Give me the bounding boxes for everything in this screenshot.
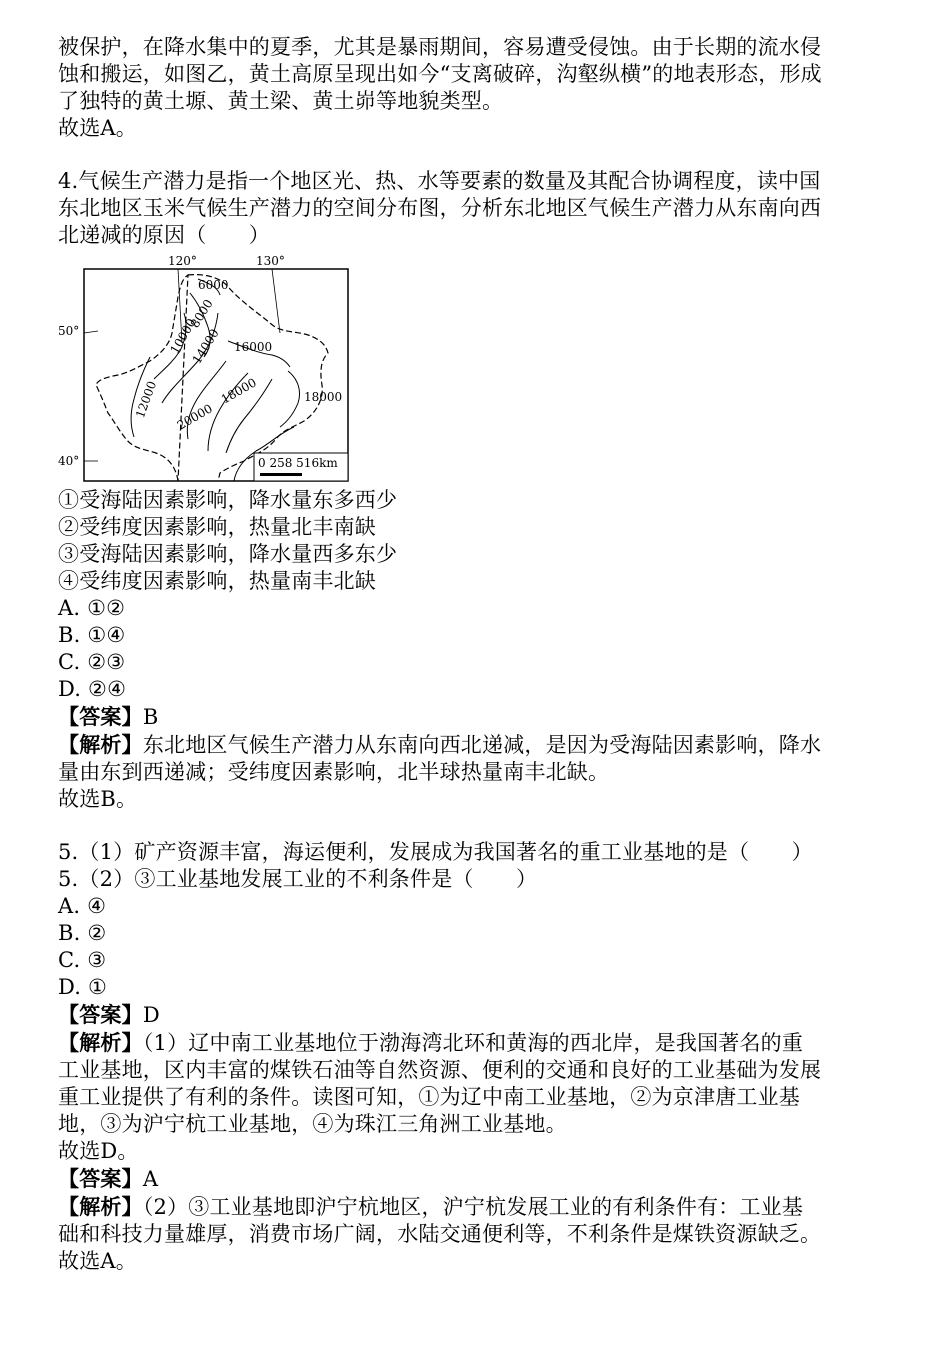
prev-answer-line: 被保护，在降水集中的夏季，尤其是暴雨期间，容易遭受侵蚀。由于长期的流水侵	[58, 35, 822, 59]
q4-option-a: A. ①②	[58, 596, 126, 620]
contour-label: 14000	[189, 326, 222, 367]
q5-option-d: D. ①	[58, 975, 108, 999]
answer-tag: 【答案】	[58, 1002, 143, 1027]
lat-label-50: 50°	[58, 324, 80, 338]
q5-analysis1-line: 地，③为沪宁杭工业基地，④为珠江三角洲工业基地。	[58, 1112, 567, 1136]
q5-analysis2-row	[58, 1193, 908, 1221]
q5-analysis2-line: （2）③工业基地即沪宁杭地区，沪宁杭发展工业的有利条件有：工业基	[142, 1195, 804, 1219]
q5-option-c: C. ③	[58, 948, 107, 972]
q5-stem-line: 5.（1）矿产资源丰富，海运便利，发展成为我国著名的重工业基地的是（ ）	[58, 840, 813, 864]
q4-conclusion: 故选B。	[58, 787, 138, 811]
analysis-tag: 【解析】	[58, 1030, 143, 1055]
q4-statement: ②受纬度因素影响，热量北丰南缺	[58, 515, 376, 539]
q5-analysis1-row	[58, 1029, 908, 1057]
q4-stem-line: 北递减的原因（ ）	[58, 223, 270, 247]
contour-label: 8000	[187, 296, 216, 331]
q4-analysis-line: 东北地区气候生产潜力从东南向西北递减，是因为受海陆因素影响，降水	[142, 733, 822, 757]
q4-statement: ①受海陆因素影响，降水量东多西少	[58, 488, 398, 512]
q5-conclusion1: 故选D。	[58, 1139, 139, 1163]
q5-analysis1-line: 工业基地，区内丰富的煤铁石油等自然资源、便利的交通和良好的工业基础为发展	[58, 1058, 822, 1082]
scale-bar	[260, 473, 302, 476]
q4-answer-row	[58, 703, 908, 731]
contour-label: 20000	[174, 401, 215, 433]
q4-option-d: D. ②④	[58, 677, 127, 701]
answer-tag: 【答案】	[58, 1166, 143, 1191]
q5-option-b: B. ②	[58, 921, 107, 945]
contour-label: 12000	[132, 379, 160, 420]
q5-analysis1-line: 重工业提供了有利的条件。读图可知，①为辽中南工业基地，②为京津唐工业基	[58, 1085, 800, 1109]
analysis-tag: 【解析】	[58, 1194, 143, 1219]
contour-map-svg	[58, 253, 378, 485]
q5-answer2: A	[142, 1167, 159, 1191]
map-frame	[84, 269, 348, 481]
q4-answer: B	[142, 705, 159, 729]
prev-answer-line: 了独特的黄土塬、黄土梁、黄土峁等地貌类型。	[58, 89, 504, 113]
answer-tag: 【答案】	[58, 704, 143, 729]
q4-stem-line: 4.气候生产潜力是指一个地区光、热、水等要素的数量及其配合协调程度，读中国	[58, 169, 821, 193]
corn-potential-map	[58, 253, 378, 485]
q5-option-a: A. ④	[58, 894, 107, 918]
q5-analysis2-line: 础和科技力量雄厚，消费市场广阔，水陆交通便利等，不利条件是煤铁资源缺乏。	[58, 1222, 822, 1246]
contour-label: 6000	[198, 278, 229, 292]
q4-option-b: B. ①④	[58, 623, 126, 647]
q4-stem-line: 东北地区玉米气候生产潜力的空间分布图，分析东北地区气候生产潜力从东南向西	[58, 196, 822, 220]
q4-analysis-row	[58, 731, 908, 759]
contour-label: 10000	[167, 316, 199, 357]
q5-answer2-row	[58, 1165, 908, 1193]
question-5	[58, 839, 908, 1275]
q4-analysis-line: 量由东到西递减；受纬度因素影响，北半球热量南丰北缺。	[58, 760, 610, 784]
q4-statement: ③受海陆因素影响，降水量西多东少	[58, 542, 398, 566]
q5-answer1: D	[142, 1003, 160, 1027]
question-4	[58, 168, 908, 813]
contour-label: 16000	[234, 340, 273, 354]
prev-conclusion: 故选A。	[58, 116, 137, 140]
lat-label-40: 40°	[58, 454, 80, 468]
document-page	[58, 34, 908, 1275]
q5-answer1-row	[58, 1001, 908, 1029]
contour-label: 18000	[218, 375, 259, 407]
contour-label: 18000	[304, 390, 343, 404]
prev-answer-line: 蚀和搬运，如图乙，黄土高原呈现出如今“支离破碎，沟壑纵横”的地表形态，形成	[58, 62, 822, 86]
q5-conclusion2: 故选A。	[58, 1249, 137, 1273]
lon-label-130: 130°	[256, 254, 285, 268]
prev-answer-block	[58, 34, 908, 142]
lon-label-120: 120°	[168, 254, 197, 268]
q5-stem-line: 5.（2）③工业基地发展工业的不利条件是（ ）	[58, 867, 538, 891]
scale-text: 0 258 516km	[258, 456, 338, 470]
q4-option-c: C. ②③	[58, 650, 126, 674]
analysis-tag: 【解析】	[58, 732, 143, 757]
q5-analysis1-line: （1）辽中南工业基地位于渤海湾北环和黄海的西北岸，是我国著名的重	[142, 1031, 804, 1055]
q4-statement: ④受纬度因素影响，热量南丰北缺	[58, 569, 376, 593]
